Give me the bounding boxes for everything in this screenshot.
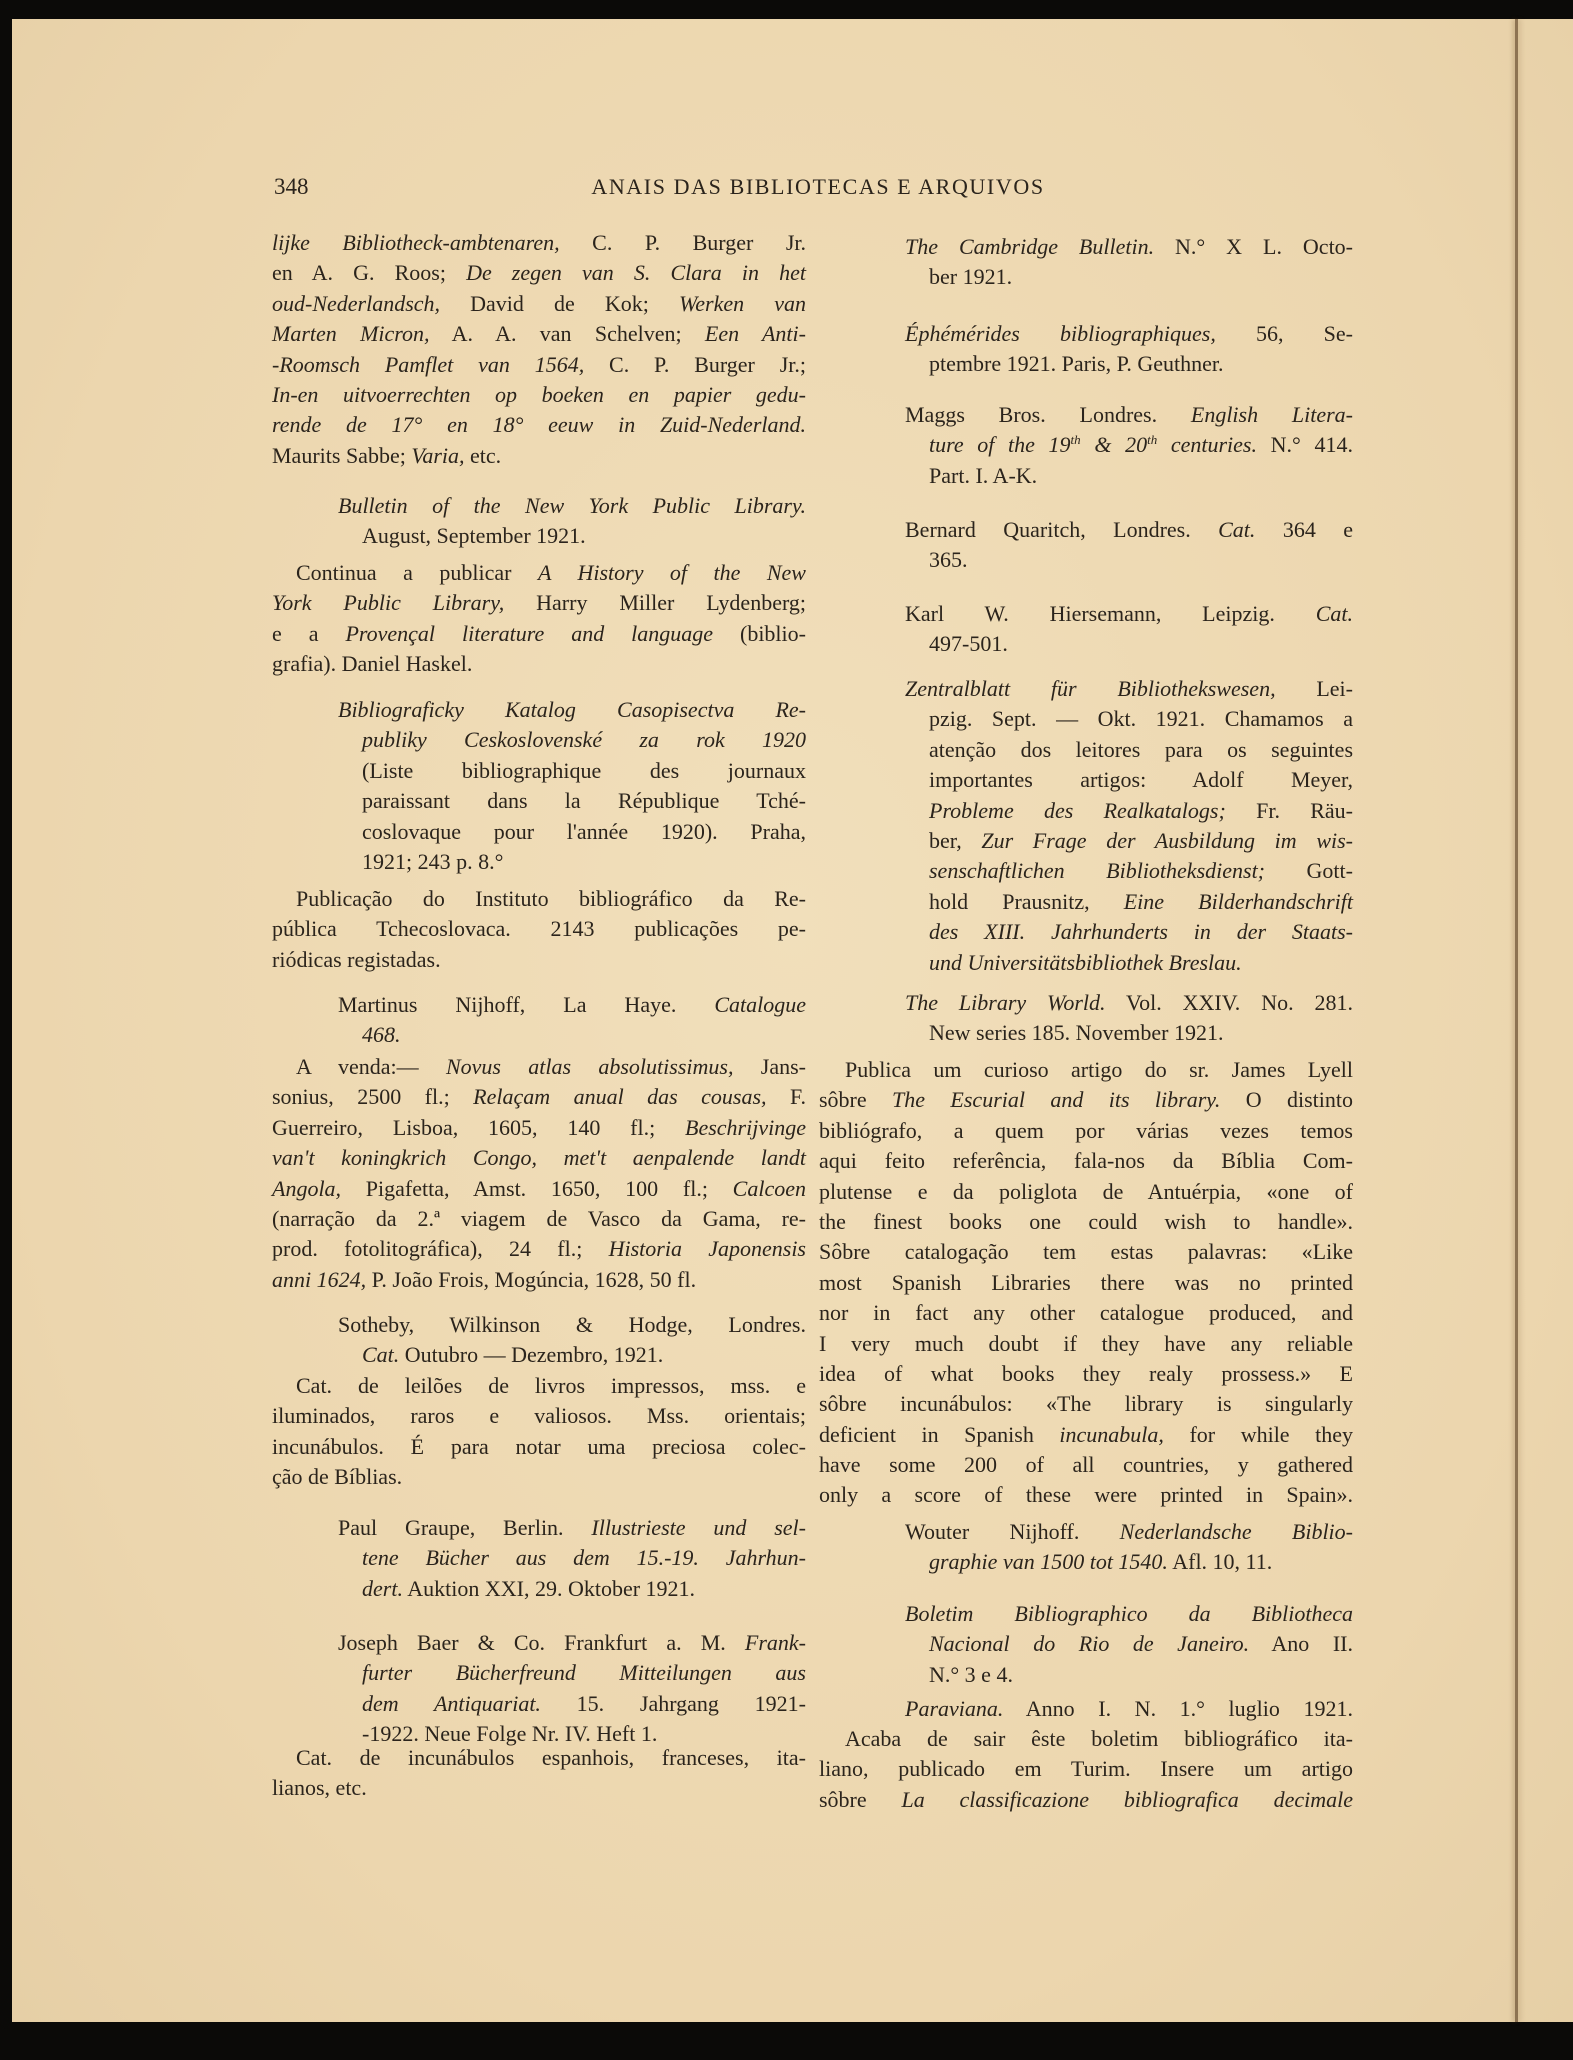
- text-line: [819, 1754, 1353, 1784]
- body-text: David de Kok;: [440, 290, 679, 316]
- italic-title-text: lijke Bibliotheck-ambtenaren,: [272, 230, 560, 255]
- text-line: [272, 1204, 806, 1234]
- text-line: [819, 1450, 1353, 1480]
- italic-title-text: anni 1624,: [272, 1266, 367, 1292]
- body-text: Gott-: [1265, 858, 1353, 884]
- body-text: Bernard Quaritch, Londres.: [905, 517, 1219, 542]
- text-line: [272, 990, 806, 1020]
- body-text: Fr. Räu-: [1225, 797, 1353, 823]
- text-line: [272, 1371, 806, 1401]
- italic-title-text: 468.: [362, 1022, 401, 1048]
- italic-title-text: Cat.: [362, 1342, 400, 1368]
- body-text: importantes artigos: Adolf Meyer,: [929, 767, 1353, 793]
- text-line: [272, 410, 806, 440]
- italic-title-text: Werken van: [678, 290, 806, 316]
- italic-title-text: Een Anti-: [704, 321, 806, 347]
- body-text: Jans-: [733, 1054, 806, 1079]
- text-line: [819, 1055, 1353, 1085]
- text-line: [819, 400, 1353, 430]
- text-line: [272, 1310, 806, 1340]
- italic-title-text: incunabula,: [1059, 1421, 1164, 1447]
- czech-catalog-entry: [272, 695, 806, 877]
- text-line: [272, 228, 806, 258]
- text-line: [272, 1543, 806, 1573]
- text-line: [272, 725, 806, 755]
- body-text: etc.: [464, 442, 502, 468]
- page-number: 348: [274, 174, 309, 199]
- body-text: (biblio-: [713, 620, 806, 646]
- text-line: [819, 948, 1353, 978]
- italic-title-text: ture of the 19: [929, 432, 1071, 458]
- library-world-entry: [819, 988, 1353, 1049]
- body-text: C. P. Burger Jr.: [559, 230, 806, 255]
- text-line: [819, 1547, 1353, 1577]
- text-line: [819, 1420, 1353, 1450]
- quaritch-entry: [819, 515, 1353, 576]
- italic-title-text: furter Bücherfreund Mitteilungen aus: [362, 1660, 806, 1686]
- text-line: [272, 1052, 806, 1082]
- body-text: Afl. 10, 11.: [1167, 1549, 1273, 1575]
- text-line: [819, 674, 1353, 704]
- body-text: New series 185. November 1921.: [929, 1020, 1224, 1046]
- cambridge-bulletin-entry: [819, 232, 1353, 293]
- text-line: [819, 1085, 1353, 1115]
- italic-title-text: senschaftlichen Bibliotheksdienst;: [929, 858, 1266, 884]
- italic-title-text: Angola,: [272, 1175, 342, 1201]
- text-line: [819, 1694, 1353, 1724]
- ephemerides-entry: [819, 319, 1353, 380]
- text-line: [819, 430, 1353, 460]
- italic-title-text: Calcoen: [732, 1175, 806, 1201]
- body-text: atenção dos leitores para os seguintes: [929, 736, 1353, 762]
- dutch-articles-continuation: [272, 228, 806, 471]
- italic-title-text: English Litera-: [1190, 402, 1353, 427]
- body-text: Maggs Bros. Londres.: [905, 402, 1191, 427]
- text-line: [272, 1174, 806, 1204]
- body-text: Publicação do Instituto bibliográfico da Re-: [296, 886, 806, 911]
- body-text: August, September 1921.: [362, 523, 586, 549]
- body-text: paraissant dans la République Tché-: [362, 788, 806, 814]
- text-line: [272, 289, 806, 319]
- text-line: [819, 988, 1353, 1018]
- italic-title-text: -Roomsch Pamflet van 1564,: [272, 351, 585, 377]
- text-line: [272, 619, 806, 649]
- text-line: [819, 1018, 1353, 1048]
- body-text: Martinus Nijhoff, La Haye.: [338, 992, 715, 1017]
- body-text: 15. Jahrgang 1921-: [540, 1690, 806, 1716]
- body-text: riódicas registadas.: [272, 946, 441, 972]
- italic-title-text: & 20: [1080, 432, 1148, 458]
- maggs-entry: [819, 400, 1353, 491]
- text-line: [272, 1265, 806, 1295]
- hiersemann-entry: [819, 599, 1353, 660]
- text-line: [272, 521, 806, 551]
- body-text: 365.: [929, 547, 968, 573]
- italic-title-text: Eine Bilderhandschrift: [1123, 888, 1353, 914]
- running-title: ANAIS DAS BIBLIOTECAS E ARQUIVOS: [591, 174, 1045, 199]
- text-line: [819, 1480, 1353, 1510]
- text-line: [272, 945, 806, 975]
- text-line: [819, 1237, 1353, 1267]
- body-text: ptembre 1921. Paris, P. Geuthner.: [929, 351, 1224, 377]
- nijhoff-catalogue-entry: [272, 990, 806, 1051]
- sotheby-paragraph: [272, 1371, 806, 1493]
- text-line: [272, 1743, 806, 1773]
- body-text: en A. G. Roos;: [272, 260, 467, 286]
- text-line: [819, 1785, 1353, 1815]
- text-line: [272, 786, 806, 816]
- text-line: [272, 1143, 806, 1173]
- italic-title-text: van't koningkrich Congo, met't aenpalende landt: [272, 1145, 806, 1171]
- italic-title-text: Beschrijvinge: [685, 1114, 806, 1140]
- italic-title-text: The Cambridge Bulletin.: [905, 234, 1155, 259]
- library-world-paragraph: [819, 1055, 1353, 1511]
- italic-title-text: centuries.: [1157, 432, 1257, 458]
- text-line: [819, 1116, 1353, 1146]
- italic-title-text: Boletim Bibliographico da Bibliotheca: [905, 1601, 1353, 1626]
- text-line: [819, 515, 1353, 545]
- body-text: pública Tchecoslovaca. 2143 publicações pe-: [272, 916, 806, 942]
- body-text: lianos, etc.: [272, 1775, 367, 1801]
- baer-paragraph: [272, 1743, 806, 1804]
- text-line: [272, 491, 806, 521]
- body-text: C. P. Burger Jr.;: [584, 351, 807, 377]
- text-line: [272, 1113, 806, 1143]
- text-line: [819, 765, 1353, 795]
- body-text: bibliógrafo, a quem por várias vezes temos: [819, 1117, 1353, 1143]
- italic-title-text: graphie van 1500 tot 1540.: [929, 1549, 1168, 1575]
- body-text: ber 1921.: [929, 264, 1013, 290]
- body-text: 1921; 243 p. 8.°: [362, 848, 504, 874]
- body-text: ber,: [929, 827, 982, 853]
- italic-title-text: Éphémérides bibliographiques,: [905, 321, 1216, 346]
- text-line: [819, 461, 1353, 491]
- nypl-bulletin-entry: [272, 491, 806, 552]
- text-line: [272, 558, 806, 588]
- text-line: [819, 735, 1353, 765]
- body-text: -1922. Neue Folge Nr. IV. Heft 1.: [362, 1721, 658, 1747]
- graupe-entry: [272, 1513, 806, 1604]
- body-text: Maurits Sabbe;: [272, 442, 412, 468]
- body-text: liano, publicado em Turim. Insere um artigo: [819, 1756, 1353, 1782]
- text-line: [272, 1082, 806, 1112]
- body-text: I very much doubt if they have any reliable: [819, 1330, 1353, 1356]
- text-line: [272, 1234, 806, 1264]
- body-text: F.: [766, 1084, 806, 1110]
- body-text: Cat. de leilões de livros impressos, mss. e: [296, 1373, 806, 1398]
- italic-title-text: The Library World.: [905, 990, 1106, 1015]
- italic-title-text: Varia,: [411, 442, 465, 468]
- body-text: Publica um curioso artigo do sr. James Lyell: [845, 1057, 1353, 1082]
- sale-items-paragraph: [272, 1052, 806, 1295]
- body-text: sôbre: [819, 1786, 902, 1812]
- text-line: [819, 1517, 1353, 1547]
- italic-title-text: The Escurial and its library.: [892, 1087, 1221, 1113]
- sotheby-entry: [272, 1310, 806, 1371]
- italic-title-text: Cat.: [1315, 601, 1353, 626]
- text-line: [819, 262, 1353, 292]
- body-text: ção de Bíblias.: [272, 1464, 403, 1490]
- text-line: [819, 1177, 1353, 1207]
- text-line: [819, 856, 1353, 886]
- text-line: [819, 917, 1353, 947]
- italic-title-text: La classificazione bibliografica decimale: [901, 1786, 1353, 1812]
- italic-title-text: Paraviana.: [905, 1696, 1004, 1721]
- italic-title-text: dert.: [362, 1575, 403, 1601]
- text-line: [272, 1020, 806, 1050]
- czech-catalog-paragraph: [272, 884, 806, 975]
- text-line: [819, 1298, 1353, 1328]
- body-text: Paul Graupe, Berlin.: [338, 1515, 592, 1540]
- body-text: Outubro — Dezembro, 1921.: [399, 1342, 664, 1368]
- body-text: Vol. XXIV. No. 281.: [1105, 990, 1354, 1015]
- text-line: [272, 914, 806, 944]
- text-line: [819, 319, 1353, 349]
- italic-title-text: Cat.: [1218, 517, 1256, 542]
- text-line: [272, 1432, 806, 1462]
- text-line: [819, 349, 1353, 379]
- text-line: [819, 629, 1353, 659]
- body-text: Part. I. A-K.: [929, 462, 1038, 488]
- text-line: [819, 704, 1353, 734]
- body-text: idea of what books they realy prossess.» E: [819, 1360, 1353, 1386]
- paraviana-entry: [819, 1694, 1353, 1724]
- body-text: Harry Miller Lydenberg;: [504, 590, 806, 616]
- italic-title-text: De zegen van S. Clara in het: [466, 260, 806, 286]
- text-line: [819, 599, 1353, 629]
- text-line: [272, 319, 806, 349]
- zentralblatt-entry: [819, 674, 1353, 978]
- italic-title-text: Bulletin of the New York Public Library.: [338, 493, 806, 518]
- paraviana-paragraph: [819, 1724, 1353, 1815]
- body-text: Continua a publicar: [296, 560, 538, 585]
- text-line: [272, 1513, 806, 1543]
- body-text: the finest books one could wish to handle».: [819, 1208, 1353, 1234]
- italic-title-text: A History of the New: [537, 560, 806, 585]
- italic-title-text: Illustrieste und sel-: [591, 1515, 806, 1540]
- body-text: Sôbre catalogação tem estas palavras: «Like: [819, 1239, 1353, 1265]
- text-line: [819, 887, 1353, 917]
- body-text: grafia). Daniel Haskel.: [272, 651, 473, 677]
- body-text: sôbre: [819, 1087, 893, 1113]
- text-line: [819, 826, 1353, 856]
- body-text: 364 e: [1255, 517, 1353, 542]
- italic-title-text: Historia Japonensis: [608, 1236, 806, 1262]
- text-line: [819, 1207, 1353, 1237]
- text-line: [819, 1724, 1353, 1754]
- body-text: e a: [272, 620, 346, 646]
- italic-title-text: Frank-: [744, 1630, 806, 1655]
- text-line: [819, 545, 1353, 575]
- body-text: incunábulos. É para notar uma preciosa colec-: [272, 1433, 806, 1459]
- text-line: [272, 1658, 806, 1688]
- body-text: Pigafetta, Amst. 1650, 100 fl.;: [341, 1175, 733, 1201]
- text-line: [819, 1329, 1353, 1359]
- body-text: Guerreiro, Lisboa, 1605, 140 fl.;: [272, 1114, 686, 1140]
- italic-title-text: Relaçam anual das cousas,: [473, 1084, 767, 1110]
- text-line: [272, 756, 806, 786]
- italic-title-text: des XIII. Jahrhunderts in der Staats-: [929, 919, 1353, 945]
- italic-title-text: In-en uitvoerrechten op boeken en papier gedu-: [272, 381, 806, 407]
- baer-entry: [272, 1628, 806, 1750]
- text-line: [272, 1628, 806, 1658]
- body-text: hold Prausnitz,: [929, 888, 1124, 914]
- text-line: [819, 1629, 1353, 1659]
- body-text: (narração da 2.ª viagem de Vasco da Gama, re-: [272, 1205, 806, 1231]
- body-text: sôbre incunábulos: «The library is singularly: [819, 1391, 1353, 1417]
- italic-title-text: dem Antiquariat.: [362, 1690, 541, 1716]
- text-line: [272, 588, 806, 618]
- superscript-text: th: [1070, 432, 1081, 448]
- text-line: [272, 817, 806, 847]
- italic-title-text: tene Bücher aus dem 15.-19. Jahrhun-: [362, 1545, 806, 1571]
- body-text: N.° X L. Octo-: [1154, 234, 1354, 259]
- nypl-history-paragraph: [272, 558, 806, 680]
- text-line: [819, 1146, 1353, 1176]
- text-line: [272, 1689, 806, 1719]
- italic-title-text: Zur Frage der Ausbildung im wis-: [981, 827, 1353, 853]
- body-text: only a score of these were printed in Spain».: [819, 1482, 1353, 1508]
- body-text: Joseph Baer & Co. Frankfurt a. M.: [338, 1630, 745, 1655]
- wouter-nijhoff-entry: [819, 1517, 1353, 1578]
- body-text: (Liste bibliographique des journaux: [362, 757, 806, 783]
- text-line: [272, 1773, 806, 1803]
- body-text: prod. fotolitográfica), 24 fl.;: [272, 1236, 609, 1262]
- body-text: 497-501.: [929, 631, 1008, 657]
- body-text: for while they: [1163, 1421, 1354, 1447]
- text-line: [272, 1574, 806, 1604]
- boletim-entry: [819, 1599, 1353, 1690]
- body-text: N.° 3 e 4.: [929, 1661, 1013, 1687]
- body-text: A. A. van Schelven;: [429, 321, 705, 347]
- body-text: pzig. Sept. — Okt. 1921. Chamamos a: [929, 706, 1353, 732]
- body-text: have some 200 of all countries, y gathered: [819, 1452, 1353, 1478]
- text-line: [819, 1599, 1353, 1629]
- body-text: N.° 414.: [1257, 432, 1353, 458]
- text-line: [272, 350, 806, 380]
- italic-title-text: Probleme des Realkatalogs;: [929, 797, 1226, 823]
- body-text: most Spanish Libraries there was no printed: [819, 1269, 1353, 1295]
- body-text: nor in fact any other catalogue produced, and: [819, 1300, 1353, 1326]
- body-text: A venda:—: [296, 1054, 446, 1079]
- body-text: iluminados, raros e valiosos. Mss. orientais;: [272, 1403, 806, 1429]
- italic-title-text: Bibliograficky Katalog Casopisectva Re-: [338, 697, 806, 722]
- body-text: aqui feito referência, fala-nos da Bíblia Com-: [819, 1148, 1353, 1174]
- text-line: [272, 380, 806, 410]
- text-line: [819, 1389, 1353, 1419]
- body-text: Anno I. N. 1.° luglio 1921.: [1003, 1696, 1353, 1721]
- body-text: Auktion XXI, 29. Oktober 1921.: [402, 1575, 696, 1601]
- text-line: [272, 649, 806, 679]
- text-line: [272, 258, 806, 288]
- italic-title-text: rende de 17° en 18° eeuw in Zuid-Nederland.: [272, 412, 806, 438]
- body-text: sonius, 2500 fl.;: [272, 1084, 474, 1110]
- text-line: [272, 847, 806, 877]
- italic-title-text: oud-Nederlandsch,: [272, 290, 441, 316]
- italic-title-text: und Universitätsbibliothek Breslau.: [929, 949, 1242, 975]
- italic-title-text: Nederlandsche Biblio-: [1119, 1519, 1353, 1544]
- text-line: [272, 1340, 806, 1370]
- text-line: [272, 695, 806, 725]
- italic-title-text: Zentralblatt für Bibliothekswesen,: [905, 676, 1276, 701]
- body-text: Cat. de incunábulos espanhois, franceses, ita-: [296, 1745, 806, 1770]
- text-line: [819, 1268, 1353, 1298]
- italic-title-text: Provençal literature and language: [345, 620, 714, 646]
- text-line: [819, 796, 1353, 826]
- body-text: plutense e da poliglota de Antuérpia, «one of: [819, 1178, 1353, 1204]
- body-text: 56, Se-: [1215, 321, 1353, 346]
- body-text: coslovaque pour l'année 1920). Praha,: [362, 818, 806, 844]
- text-line: [819, 1359, 1353, 1389]
- italic-title-text: publiky Ceskoslovenské za rok 1920: [362, 727, 806, 753]
- superscript-text: th: [1147, 432, 1158, 448]
- italic-title-text: Novus atlas absolutissimus,: [445, 1054, 734, 1079]
- body-text: Wouter Nijhoff.: [905, 1519, 1120, 1544]
- body-text: P. João Frois, Mogúncia, 1628, 50 fl.: [366, 1266, 697, 1292]
- text-line: [819, 1660, 1353, 1690]
- text-line: [272, 1462, 806, 1492]
- italic-title-text: York Public Library,: [272, 590, 505, 616]
- body-text: Acaba de sair êste boletim bibliográfico ita-: [845, 1726, 1353, 1751]
- book-gutter: [1515, 19, 1518, 2022]
- body-text: deficient in Spanish: [819, 1421, 1060, 1447]
- text-line: [272, 441, 806, 471]
- text-line: [272, 884, 806, 914]
- italic-title-text: Nacional do Rio de Janeiro.: [929, 1631, 1250, 1657]
- italic-title-text: Marten Micron,: [272, 321, 430, 347]
- text-line: [819, 232, 1353, 262]
- body-text: O distinto: [1220, 1087, 1353, 1113]
- body-text: Lei-: [1275, 676, 1353, 701]
- italic-title-text: Catalogue: [714, 992, 806, 1017]
- body-text: Ano II.: [1249, 1631, 1354, 1657]
- body-text: Sotheby, Wilkinson & Hodge, Londres.: [338, 1312, 806, 1337]
- text-line: [272, 1401, 806, 1431]
- body-text: Karl W. Hiersemann, Leipzig.: [905, 601, 1316, 626]
